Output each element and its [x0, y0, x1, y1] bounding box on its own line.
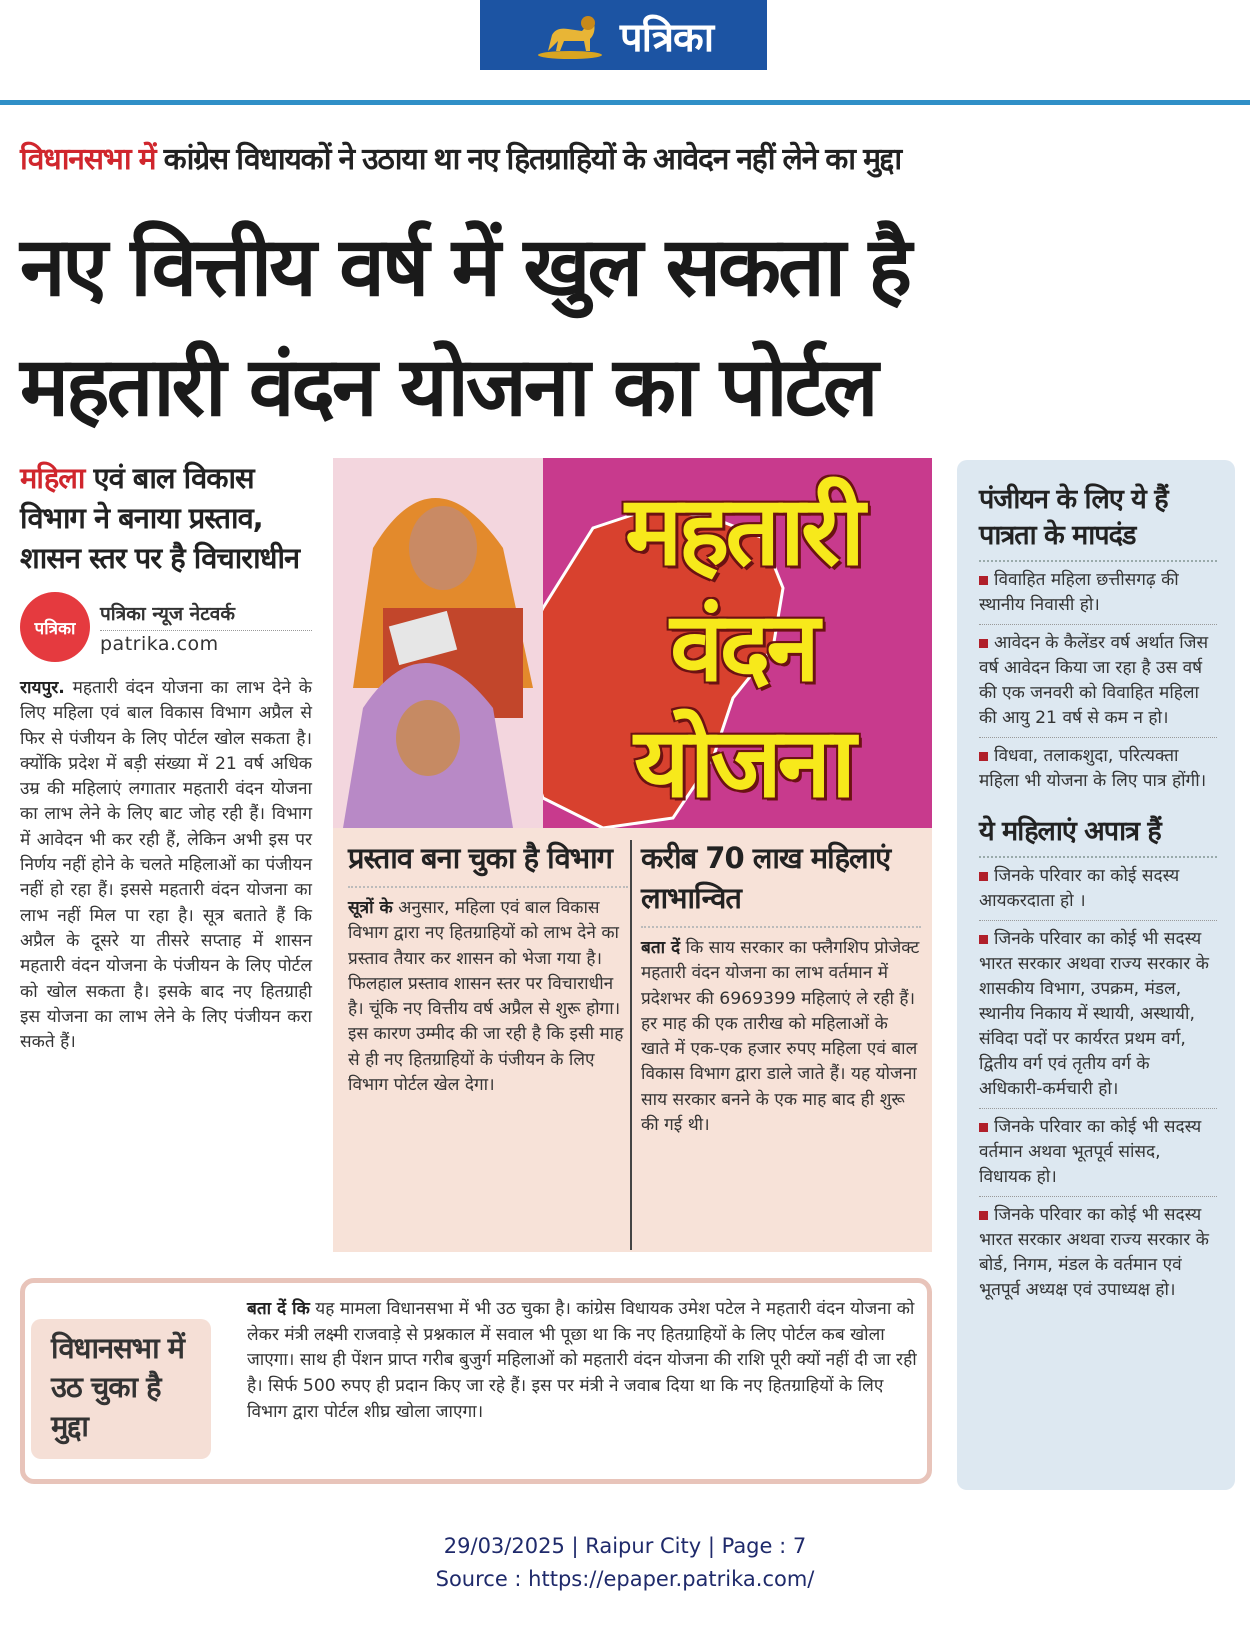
- beneficiaries-text: कि साय सरकार का फ्लैगशिप प्रोजेक्ट महतारी वंदन योजना का लाभ वर्तमान में प्रदेशभर की 6969399 महिलाएं ले रही हैं। हर माह की एक तारीख को महिलाओं के खाते में एक-एक हजार रुपए महिला एवं बाल विकास विभाग द्वारा डाले जाते हैं। यह योजना साय सरकार बनने के एक माह बाद ही शुरू की गई थी।: [641, 938, 920, 1136]
- footer-date-line: 29/03/2025 | Raipur City | Page : 7: [443, 1534, 807, 1558]
- proposal-text: अनुसार, महिला एवं बाल विकास विभाग द्वारा नए हितग्राहियों को लाभ देने का प्रस्ताव तैयार कर शासन को भेजा गया है। फिलहाल प्रस्ताव शासन स्तर पर विचाराधीन है। चूंकि नए वित्तीय वर्ष अप्रैल से शुरू होगा। इस कारण उम्मीद की जा रही है कि इसी माह से ही नए हितग्राहियों के पंजीयन के लिए विभाग पोर्टल खेल देगा।: [348, 898, 624, 1096]
- byline-logo: पत्रिका: [20, 592, 90, 662]
- bullet-icon: [979, 1123, 988, 1132]
- eligible-item-text: विधवा, तलाकशुदा, परित्यक्ता महिला भी योजना के लिए पात्र होंगी।: [979, 746, 1207, 791]
- article-body-text: महतारी वंदन योजना का लाभ देने के लिए महिला एवं बाल विकास विभाग अप्रैल से फिर से पंजीयन के लिए पोर्टल खोल सकता है। क्योंकि प्रदेश में बड़ी संख्या में 21 वर्ष अधिक उम्र की महिलाएं लगातार महतारी वंदन योजना का लाभ लेने के लिए बाट जोह रही हैं। विभाग में आवेदन भी कर रही हैं, लेकिन अभी इस पर निर्णय नहीं होने के चलते महिलाओं का पंजीयन नहीं हो रहा हैं। इससे महतारी वंदन योजना का लाभ नहीं मिल पा रहा है। सूत्र बताते हैं कि अप्रैल के दूसरे या तीसरे सप्ताह में शासन महतारी वंदन योजना के पंजीयन के लिए पोर्टल को खोल सकता है। इसके बाद नए हितग्राही इस योजना का लाभ लेने के लिए पंजीयन करा सकते हैं।: [20, 678, 312, 1053]
- assembly-issue-box: [20, 1278, 932, 1484]
- lion-icon: [534, 9, 606, 61]
- assembly-issue-lead: बता दें कि: [247, 1299, 310, 1319]
- ineligible-item-text: जिनके परिवार का कोई भी सदस्य भारत सरकार अथवा राज्य सरकार के शासकीय विभाग, उपक्रम, मंडल, स्थानीय निकाय में स्थायी, अस्थायी, संविदा पदों पर कार्यरत प्रथम वर्ग, द्वितीय वर्ग एवं तृतीय वर्ग के अधिकारी-कर्मचारी हो।: [979, 929, 1209, 1099]
- banner-line3: योजना: [634, 707, 852, 819]
- proposal-heading: प्रस्ताव बना चुका है विभाग: [348, 838, 628, 888]
- headline-line2: महतारी वंदन योजना का पोर्टल: [20, 340, 876, 435]
- left-column: [20, 458, 312, 1055]
- eligible-item: [979, 562, 1217, 625]
- byline-site: patrika.com: [100, 632, 219, 655]
- ineligible-item-text: जिनके परिवार का कोई सदस्य आयकरदाता हो ।: [979, 866, 1180, 911]
- subheading-highlight: महिला: [20, 461, 85, 495]
- masthead-name: पत्रिका: [619, 14, 714, 61]
- ineligible-item: [979, 1109, 1217, 1197]
- ineligible-item: [979, 921, 1217, 1109]
- eligible-heading: पंजीयन के लिए ये हैं पात्रता के मापदंड: [979, 482, 1217, 562]
- kicker-highlight: विधानसभा में: [20, 142, 156, 177]
- bullet-icon: [979, 1211, 988, 1220]
- assembly-issue-body: [247, 1297, 927, 1426]
- ineligible-item: [979, 858, 1217, 921]
- kicker: [20, 137, 1235, 178]
- dateline: रायपुर.: [20, 678, 65, 698]
- beneficiaries-lead: बता दें: [641, 938, 681, 958]
- proposal-lead: सूत्रों के: [348, 898, 393, 918]
- headline: [20, 208, 1235, 448]
- proposal-column: [348, 838, 628, 1098]
- bullet-icon: [979, 752, 988, 761]
- column-divider: [630, 840, 632, 1250]
- beneficiaries-heading: करीब 70 लाख महिलाएं लाभान्वित: [641, 838, 921, 928]
- assembly-issue-label: विधानसभा में उठ चुका है मुद्दा: [31, 1319, 211, 1459]
- eligible-item-text: विवाहित महिला छत्तीसगढ़ की स्थानीय निवासी हो।: [979, 570, 1179, 615]
- footer-source-line[interactable]: Source : https://epaper.patrika.com/: [435, 1567, 815, 1591]
- bullet-icon: [979, 872, 988, 881]
- eligibility-sidebar: [957, 460, 1235, 1490]
- ineligible-item-text: जिनके परिवार का कोई भी सदस्य भारत सरकार अथवा राज्य सरकार के बोर्ड, निगम, मंडल के वर्तमान एवं भूतपूर्व अध्यक्ष एवं उपाध्यक्ष हो।: [979, 1205, 1209, 1300]
- top-rule: [0, 100, 1250, 105]
- center-info-box: [333, 828, 932, 1252]
- ineligible-heading: ये महिलाएं अपात्र हैं: [979, 800, 1217, 858]
- bullet-icon: [979, 639, 988, 648]
- banner-line1: महतारी: [624, 475, 862, 587]
- beneficiaries-body: [641, 936, 921, 1138]
- eligible-item-text: आवेदन के कैलेंडर वर्ष अर्थात जिस वर्ष आवेदन किया जा रहा है उस वर्ष की एक जनवरी को विवाहित महिला की आयु 21 वर्ष से कम न हो।: [979, 633, 1209, 728]
- women-photo-icon: [333, 458, 543, 828]
- footer: [0, 1530, 1250, 1596]
- ineligible-item: [979, 1197, 1217, 1309]
- ineligible-item-text: जिनके परिवार का कोई भी सदस्य वर्तमान अथवा भूतपूर्व सांसद, विधायक हो।: [979, 1117, 1202, 1187]
- kicker-text: कांग्रेस विधायकों ने उठाया था नए हितग्राहियों के आवेदन नहीं लेने का मुद्दा: [163, 142, 901, 177]
- byline-name: पत्रिका न्यूज नेटवर्क: [100, 600, 312, 631]
- eligible-item: [979, 625, 1217, 738]
- headline-line1: नए वित्तीय वर्ष में खुल सकता है: [20, 220, 910, 315]
- eligible-item: [979, 738, 1217, 800]
- proposal-body: [348, 896, 628, 1098]
- assembly-issue-text: यह मामला विधानसभा में भी उठ चुका है। कांग्रेस विधायक उमेश पटेल ने महतारी वंदन योजना को लेकर मंत्री लक्ष्मी राजवाड़े से प्रश्नकाल में सवाल भी पूछा था कि नए हितग्राहियों के लिए पोर्टल कब खोला जाएगा। साथ ही पेंशन प्राप्त गरीब बुजुर्ग महिलाओं को महतारी वंदन योजना की राशि पूरी क्यों नहीं दी जा रही है। सिर्फ 500 रुपए ही प्रदान किए जा रहे हैं। इस पर मंत्री ने जवाब दिया था कि नए हितग्राहियों के लिए विभाग द्वारा पोर्टल शीघ्र खोला जाएगा।: [247, 1299, 917, 1422]
- scheme-banner-image: [333, 458, 932, 828]
- masthead-logo: [480, 0, 767, 70]
- subheading-rest: एवं बाल विकास विभाग ने बनाया प्रस्ताव, शासन स्तर पर है विचाराधीन: [20, 461, 300, 575]
- beneficiaries-column: [641, 838, 921, 1138]
- byline: [20, 592, 312, 662]
- bullet-icon: [979, 935, 988, 944]
- article-body: [20, 676, 312, 1055]
- banner-title: [558, 473, 928, 821]
- subheading: [20, 458, 312, 578]
- banner-line2: वंदन: [670, 591, 816, 703]
- bullet-icon: [979, 576, 988, 585]
